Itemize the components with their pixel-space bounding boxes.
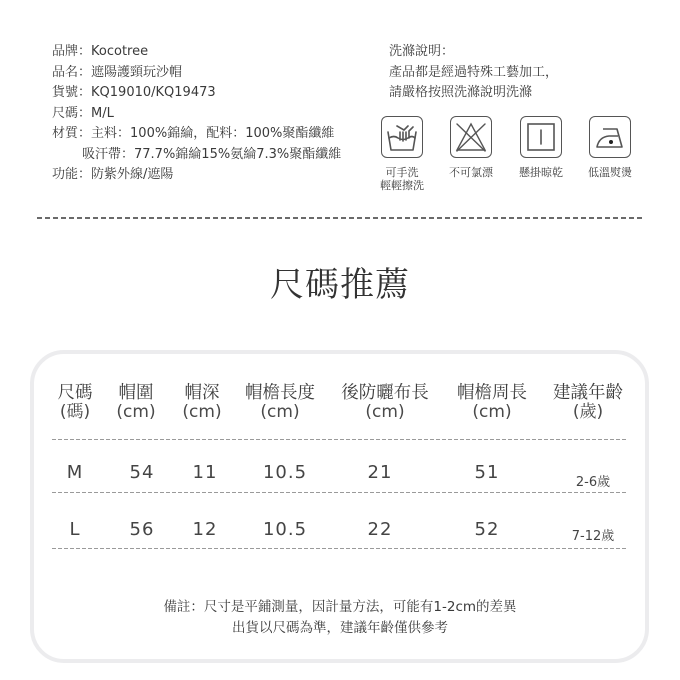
wash-line: 請嚴格按照洗滌說明洗滌 — [389, 85, 533, 100]
column-name: 建議年齡 — [553, 383, 623, 403]
wash-title: 洗滌說明： — [389, 44, 455, 59]
info-value: 吸汗帶：77.7%錦綸15%氨綸7.3%聚酯纖維 — [82, 146, 342, 162]
cell-size: M — [66, 462, 84, 483]
care-label-line: 可手洗 — [385, 166, 419, 179]
column-header-circumference — [106, 383, 166, 421]
product-info — [52, 42, 341, 186]
dashed-divider — [37, 217, 645, 219]
column-name: 帽檐長度 — [245, 383, 315, 403]
care-label: 懸掛晾乾 — [519, 166, 563, 179]
cell-circumference: 56 — [129, 519, 155, 540]
column-name: 帽檐周長 — [457, 383, 527, 403]
info-separator: ： — [78, 64, 92, 80]
care-icons — [370, 116, 640, 206]
cell-circumference: 54 — [129, 462, 155, 483]
cell-brim-length: 10.5 — [262, 519, 308, 540]
info-product-name — [52, 63, 341, 84]
info-separator: ： — [78, 167, 92, 182]
info-value: Kocotree — [91, 44, 149, 59]
care-item-no-bleach — [436, 116, 506, 179]
section-title: 尺碼推薦 — [270, 265, 410, 305]
info-item-number — [52, 83, 341, 104]
cell-neck-flap-length: 22 — [367, 519, 393, 540]
info-label: 材質 — [52, 126, 79, 141]
note-line: 出貨以尺碼為準，建議年齡僅供參考 — [232, 620, 448, 636]
note-line: 備註：尺寸是平鋪測量，因計量方法，可能有1-2cm的差異 — [163, 599, 517, 615]
info-value: 防紫外線/遮陽 — [91, 167, 174, 182]
column-unit: (cm) — [260, 402, 300, 422]
care-label: 低溫熨燙 — [588, 166, 632, 179]
row-divider — [52, 492, 626, 493]
info-brand — [52, 42, 341, 63]
no-bleach-icon — [450, 116, 492, 158]
cell-brim-circumference: 52 — [474, 519, 500, 540]
column-name: 尺碼 — [57, 383, 93, 403]
column-name: 帽圍 — [118, 383, 154, 403]
info-label: 功能 — [52, 167, 79, 182]
cell-brim-length: 10.5 — [262, 462, 308, 483]
cell-neck-flap-length: 21 — [367, 462, 393, 483]
care-item-hang-dry — [506, 116, 576, 179]
wash-line: 產品都是經過特殊工藝加工， — [389, 64, 559, 80]
cell-recommended-age: 7-12歲 — [571, 529, 615, 544]
info-label: 貨號 — [52, 85, 79, 100]
info-material — [52, 124, 341, 145]
info-value: 主料：100%錦綸，配料：100%聚酯纖維 — [91, 126, 335, 141]
low-iron-icon — [589, 116, 631, 158]
hand-wash-icon — [381, 116, 423, 158]
info-separator: ： — [78, 44, 92, 59]
info-function — [52, 165, 341, 186]
row-divider — [52, 548, 626, 549]
column-header-neck-flap-length — [330, 383, 440, 421]
column-header-size — [45, 383, 105, 421]
column-header-recommended-age — [545, 383, 631, 421]
column-unit: (碼) — [59, 402, 91, 422]
info-size — [52, 104, 341, 125]
care-item-hand-wash — [367, 116, 437, 192]
info-material-sweatband — [52, 145, 341, 166]
column-name: 後防曬布長 — [341, 383, 429, 403]
column-header-depth — [172, 383, 232, 421]
column-unit: (cm) — [116, 402, 156, 422]
column-unit: (歲) — [572, 402, 604, 422]
care-label — [367, 166, 437, 192]
info-separator: ： — [78, 85, 92, 100]
info-label: 尺碼 — [52, 105, 79, 121]
hang-dry-icon — [520, 116, 562, 158]
info-value: M/L — [91, 105, 114, 121]
row-divider — [52, 439, 626, 440]
cell-depth: 11 — [192, 462, 218, 483]
info-label: 品牌 — [52, 44, 79, 59]
column-header-brim-length — [235, 383, 325, 421]
info-label: 品名 — [52, 64, 79, 80]
info-value: 遮陽護頸玩沙帽 — [91, 64, 183, 80]
care-label: 不可氯漂 — [449, 166, 493, 179]
info-value: KQ19010/KQ19473 — [91, 85, 216, 100]
info-separator: ： — [78, 126, 92, 141]
cell-brim-circumference: 51 — [474, 462, 500, 483]
care-item-low-iron — [575, 116, 645, 179]
column-unit: (cm) — [365, 402, 405, 422]
cell-recommended-age: 2-6歲 — [575, 475, 611, 490]
column-name: 帽深 — [184, 383, 220, 403]
info-separator: ： — [78, 105, 92, 121]
column-header-brim-circumference — [447, 383, 537, 421]
cell-depth: 12 — [192, 519, 218, 540]
wash-instructions — [389, 42, 558, 104]
care-label-line: 輕輕擦洗 — [380, 179, 424, 192]
column-unit: (cm) — [472, 402, 512, 422]
column-unit: (cm) — [182, 402, 222, 422]
cell-size: L — [69, 519, 81, 540]
